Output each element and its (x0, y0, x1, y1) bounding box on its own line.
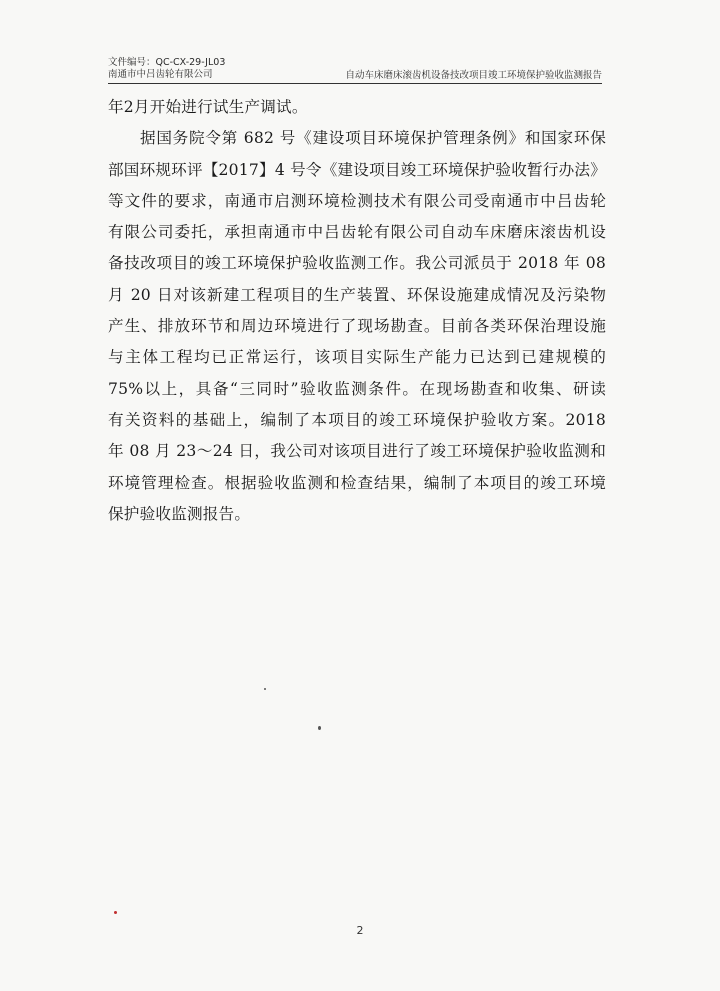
header-left-block (108, 57, 225, 81)
text-line: 有关资料的基础上，编制了本项目的竣工环境保护验收方案。2018 (108, 410, 606, 429)
text-line: 与主体工程均已正常运行，该项目实际生产能力已达到已建规模的 (108, 348, 606, 367)
text-line: 备技改项目的竣工环境保护验收监测工作。我公司派员于 2018 年 08 (108, 254, 606, 273)
text-line: 保护验收监测报告。 (108, 504, 251, 523)
text-line: 75%以上，具备“三同时”验收监测条件。在现场勘查和收集、研读 (108, 379, 606, 398)
text-line: 部国环规环评【2017】4 号令《建设项目竣工环境保护验收暂行办法》 (108, 160, 606, 179)
body-text (108, 92, 606, 530)
report-title: 自动车床磨床滚齿机设备技改项目竣工环境保护验收监测报告 (345, 70, 602, 81)
text-line: 环境管理检查。根据验收监测和检查结果，编制了本项目的竣工环境 (108, 473, 606, 492)
text-line: 月 20 日对该新建工程项目的生产装置、环保设施建成情况及污染物 (108, 285, 606, 304)
text-line: 据国务院令第 682 号《建设项目环境保护管理条例》和国家环保 (140, 129, 606, 148)
header-divider (108, 83, 602, 84)
scan-speck (318, 726, 321, 730)
scan-speck (264, 688, 266, 690)
document-number: 文件编号：QC-CX-29-JL03 (108, 57, 226, 68)
text-line: 年2月开始进行试生产调试。 (108, 98, 308, 116)
text-line: 等文件的要求，南通市启测环境检测技术有限公司受南通市中吕齿轮 (108, 191, 606, 210)
text-line: 产生、排放环节和周边环境进行了现场勘查。目前各类环保治理设施 (108, 317, 606, 336)
page-header (108, 57, 602, 85)
scan-speck (114, 911, 117, 914)
page-number: 2 (356, 924, 364, 937)
company-name: 南通市中吕齿轮有限公司 (108, 69, 213, 80)
text-line: 年 08 月 23～24 日，我公司对该项目进行了竣工环境保护验收监测和 (108, 442, 606, 461)
text-line: 有限公司委托，承担南通市中吕齿轮有限公司自动车床磨床滚齿机设 (108, 223, 606, 242)
